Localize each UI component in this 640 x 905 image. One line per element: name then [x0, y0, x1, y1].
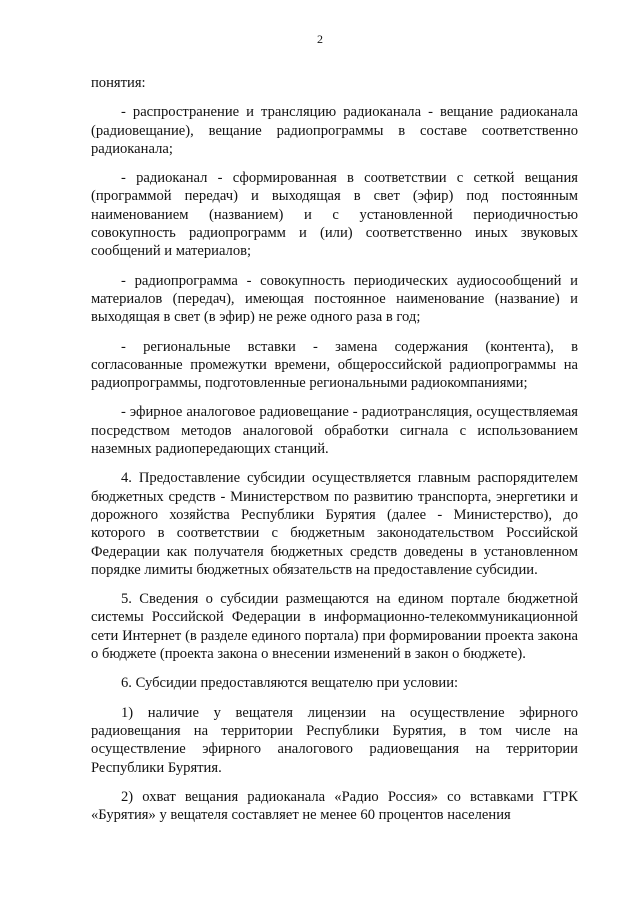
paragraph-definition-radio-channel: - радиоканал - сформированная в соответствии с сеткой вещания (программой передач) и выходящая в свет (эфир) под постоянным наименованием (названием) и с установленной периодичностью совокупность радиопрограмм и (или) соответственно иных звуковых сообщений и материалов;	[91, 170, 578, 260]
document-body	[91, 74, 578, 835]
paragraph-condition-2: 2) охват вещания радиоканала «Радио Россия» со вставками ГТРК «Бурятия» у вещателя составляет не менее 60 процентов населения	[91, 788, 578, 824]
paragraph-definition-radio-program: - радиопрограмма - совокупность периодических аудиосообщений и материалов (передач), имеющая постоянное наименование (название) и выходящая в свет (в эфир) не реже одного раза в год;	[91, 272, 578, 326]
paragraph-section-5: 5. Сведения о субсидии размещаются на едином портале бюджетной системы Российской Федерации в информационно-телекоммуникационной сети Интернет (в разделе единого портала) при формировании проекта закона о бюджете (проекта закона о внесении изменений в закон о бюджете).	[91, 591, 578, 663]
paragraph-definition-analog-broadcast: - эфирное аналоговое радиовещание - радиотрансляция, осуществляемая посредством методов аналоговой обработки сигнала с использованием наземных радиопередающих станций.	[91, 404, 578, 458]
paragraph-intro: понятия:	[91, 75, 146, 91]
page-number: 2	[317, 32, 323, 46]
paragraph-section-4: 4. Предоставление субсидии осуществляется главным распорядителем бюджетных средств - Министерством по развитию транспорта, энергетики и дорожного хозяйства Республики Бурятия (далее - Министерство), до которого в соответствии с бюджетным законодательством Российской Федерации как получателя бюджетных средств доведены в установленном порядке лимиты бюджетных обязательств на предоставление субсидии.	[91, 470, 578, 578]
paragraph-definition-broadcast: - распространение и трансляцию радиоканала - вещание радиоканала (радиовещание), вещание радиопрограммы в составе соответственно радиоканала;	[91, 104, 578, 157]
paragraph-condition-1: 1) наличие у вещателя лицензии на осуществление эфирного радиовещания на территории Республики Бурятия, в том числе на осуществление эфирного аналогового радиовещания на территории Республики Бурятия.	[91, 704, 578, 776]
paragraph-section-6: 6. Субсидии предоставляются вещателю при условии:	[121, 675, 459, 692]
paragraph-definition-regional-inserts: - региональные вставки - замена содержания (контента), в согласованные промежутки времени, общероссийской радиопрограммы на радиопрограммы, подготовленные региональными радиокомпаниями;	[91, 338, 578, 392]
